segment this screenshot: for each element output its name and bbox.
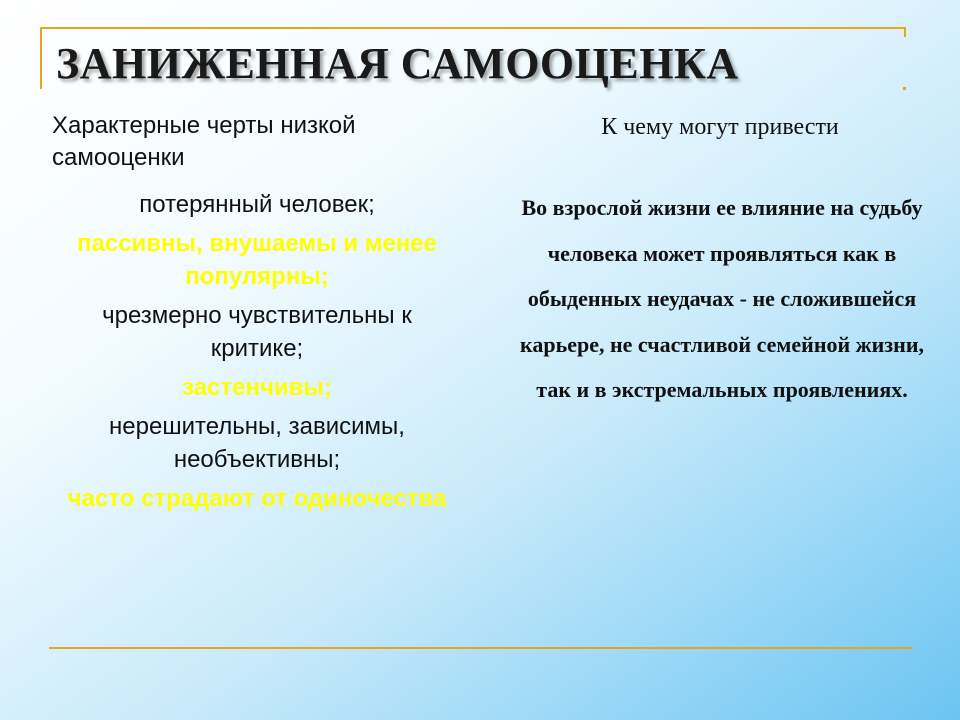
title-frame-top-line [40, 27, 906, 29]
consequences-paragraph: Во взрослой жизни ее влияние на судьбу человека может проявляться как в обыденных неудачах - не сложившейся карьере, не счастливой семейной жизни, так и в экстремальных проявлениях. [520, 195, 924, 403]
right-column-heading: К чему могут привести [601, 114, 839, 140]
trait-item: пассивны, внушаемы и менее популярны; [77, 230, 437, 290]
left-column-heading: Характерные черты низкой самооценки [52, 112, 356, 171]
trait-item: часто страдают от одиночества [67, 485, 447, 512]
slide-title: ЗАНИЖЕННАЯ САМООЦЕНКА [56, 39, 739, 88]
trait-item: застенчивы; [182, 374, 332, 401]
trait-item: чрезмерно чувствительны к критике; [102, 302, 412, 362]
bottom-divider-line [49, 647, 913, 649]
trait-item: нерешительны, зависимы, необъективны; [109, 413, 405, 473]
title-frame-right-line [904, 27, 906, 37]
title-frame-left-line [40, 27, 42, 89]
traits-list [55, 188, 459, 521]
trait-item: потерянный человек; [139, 191, 375, 218]
